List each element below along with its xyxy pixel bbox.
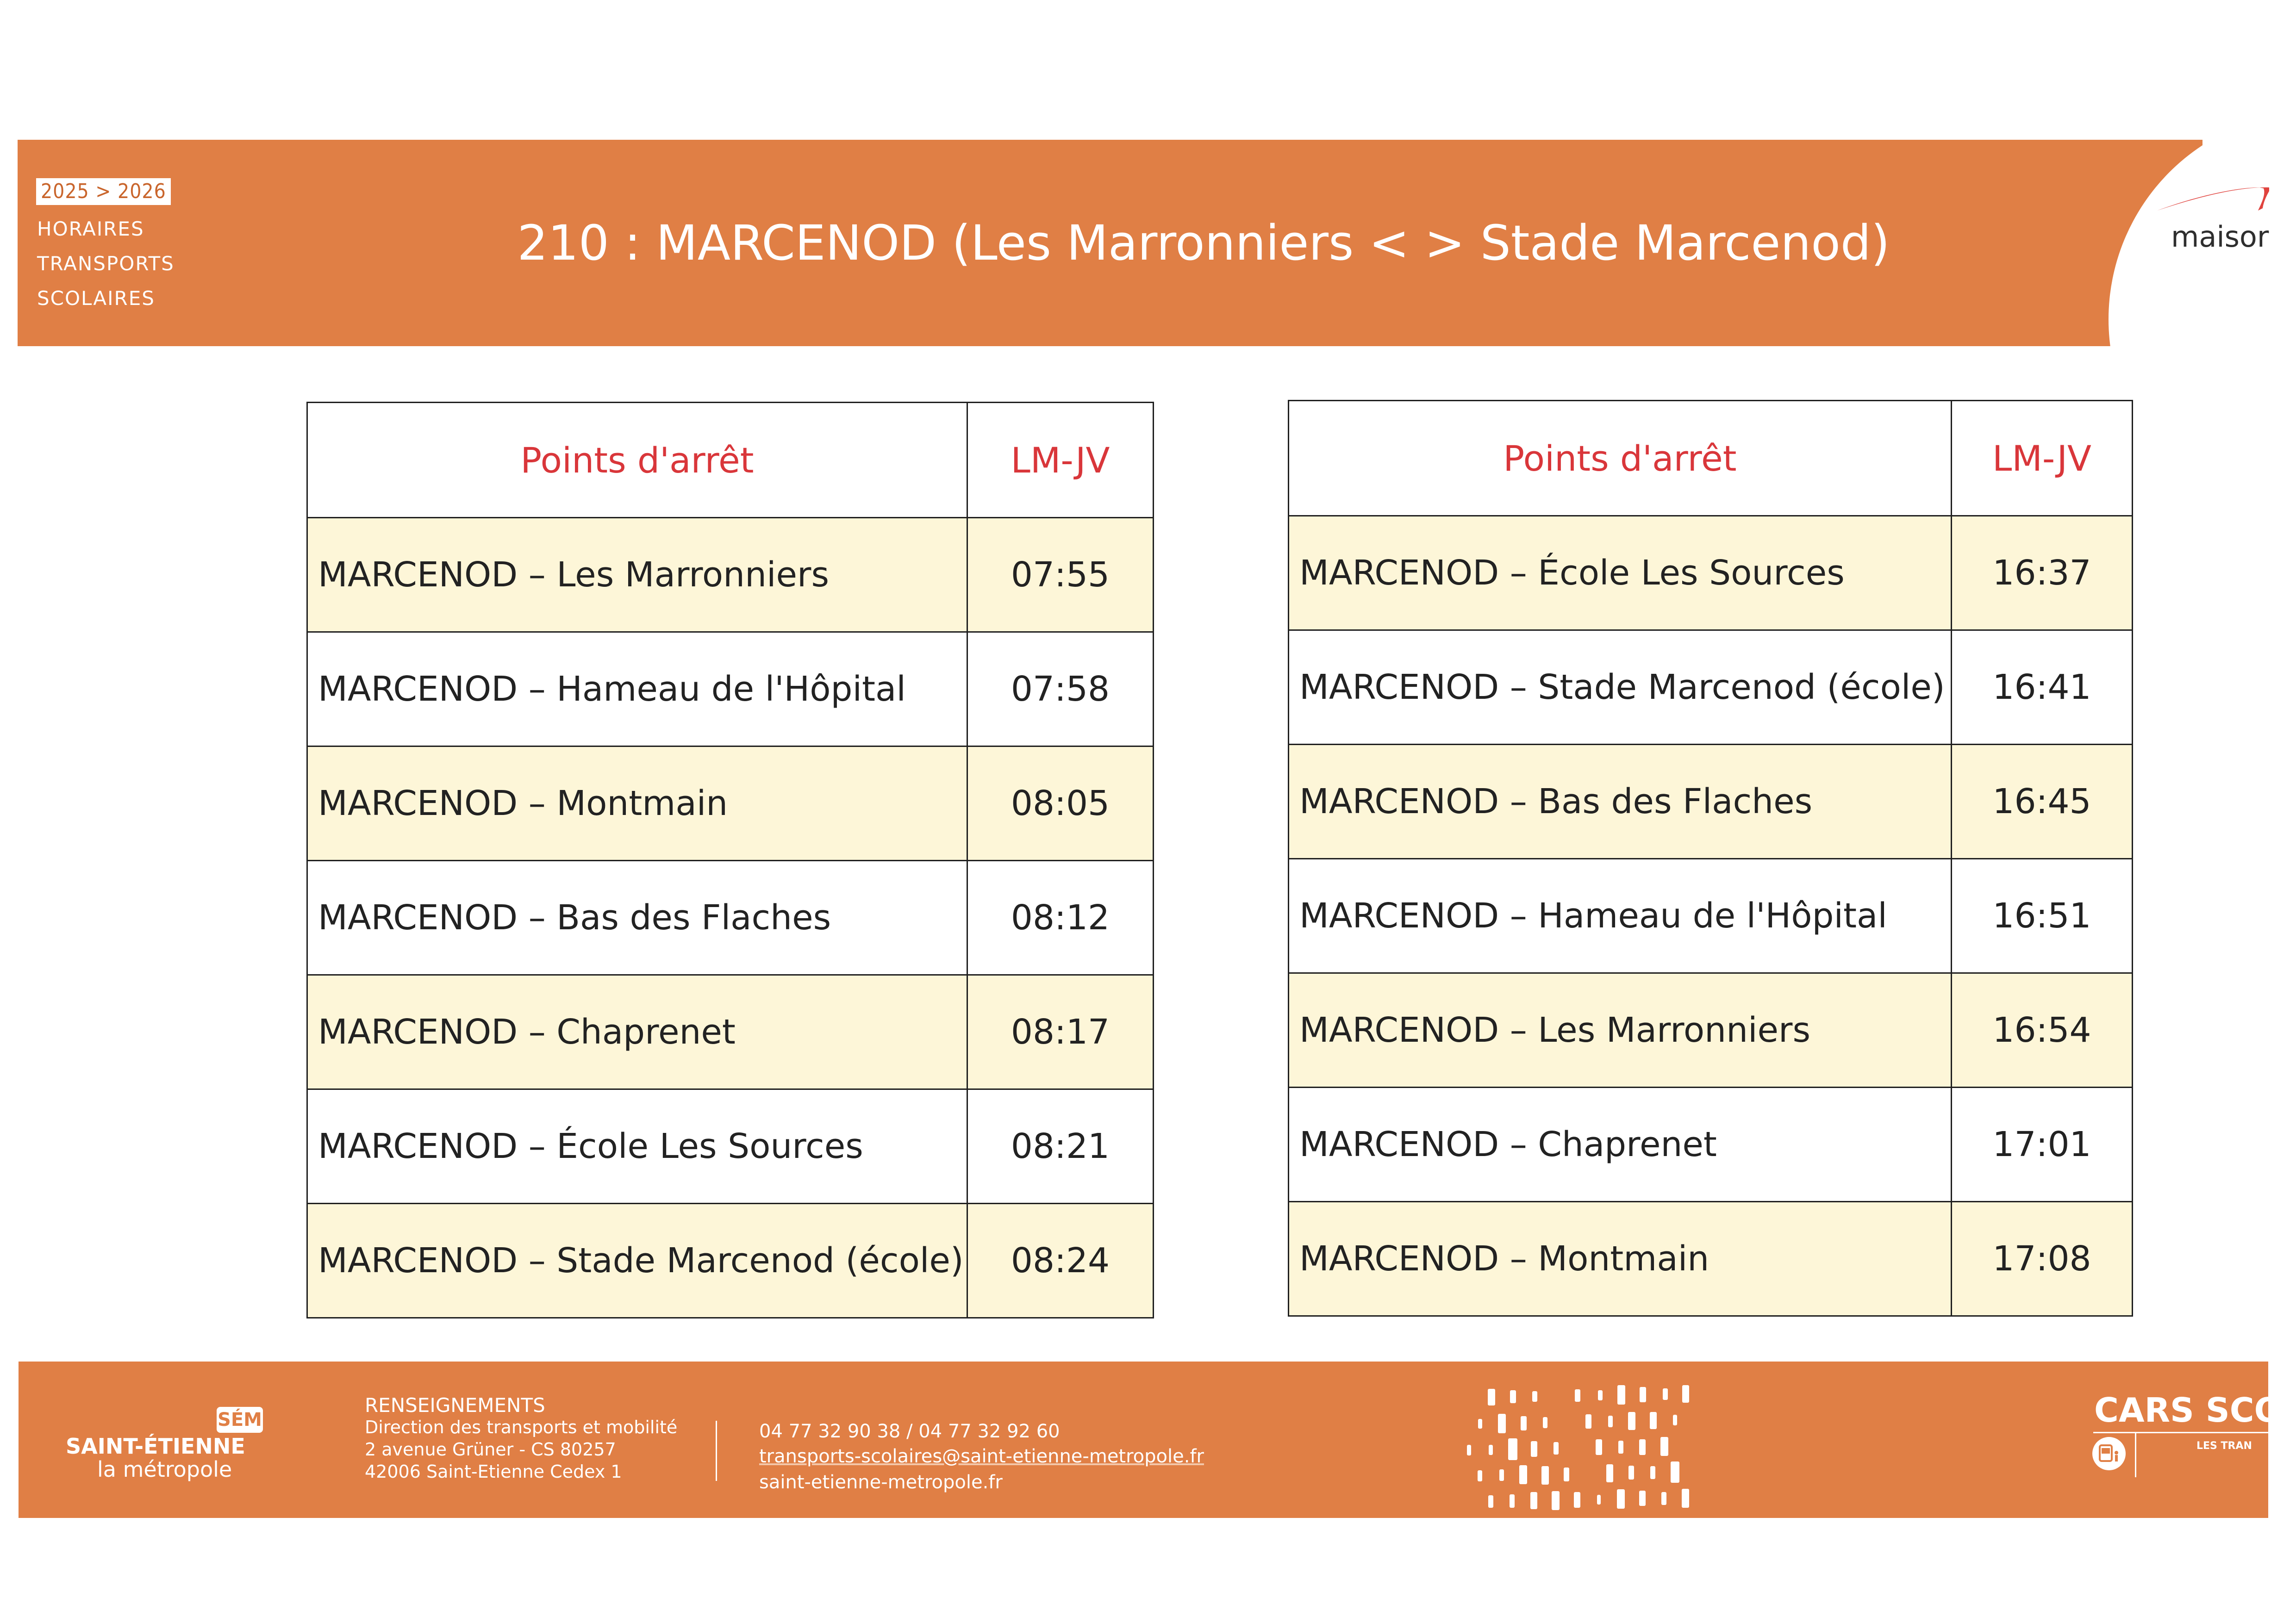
stop-time: 16:54 [1952,973,2133,1088]
stop-time: 16:37 [1952,516,2133,630]
stop-name: MARCENOD – Stade Marcenod (école) [307,1204,967,1318]
info-line-city: 42006 Saint-Etienne Cedex 1 [365,1461,622,1482]
stop-time: 08:05 [967,746,1154,861]
timetable-afternoon [1288,400,2133,1317]
stop-name: MARCENOD – Chaprenet [1289,1088,1952,1202]
header-label-scolaires: SCOLAIRES [37,287,155,310]
table-row [1289,1088,2133,1202]
stop-name: MARCENOD – Bas des Flaches [1289,745,1952,859]
stop-name: MARCENOD – Les Marronniers [1289,973,1952,1088]
table-row [307,1204,1154,1318]
cars-scolaires-logo-subtitle: LES TRAN [2196,1440,2252,1452]
column-header-days: LM-JV [1952,401,2133,516]
stop-name: MARCENOD – École Les Sources [1289,516,1952,630]
swoosh-icon [2148,183,2296,224]
sem-badge: SÉM [217,1407,263,1433]
stop-name: MARCENOD – Les Marronniers [307,518,967,632]
email-link[interactable]: transports-scolaires@saint-etienne-metropole.fr [759,1446,1204,1467]
info-title: RENSEIGNEMENTS [365,1394,545,1417]
cars-logo-divider [2135,1433,2136,1477]
page-title: 210 : MARCENOD (Les Marronniers < > Stade Marcenod) [517,215,1890,271]
footer-divider [716,1421,717,1481]
table-row [307,1089,1154,1204]
stop-name: MARCENOD – Stade Marcenod (école) [1289,630,1952,745]
website-link[interactable]: saint-etienne-metropole.fr [759,1472,1003,1493]
header-label-transports: TRANSPORTS [37,252,175,275]
school-bus-icon [2092,1437,2126,1470]
timetable-morning [306,402,1154,1318]
table-row [1289,973,2133,1088]
info-line-department: Direction des transports et mobilité [365,1417,678,1437]
stop-name: MARCENOD – Montmain [307,746,967,861]
info-line-address: 2 avenue Grüner - CS 80257 [365,1439,616,1460]
year-badge: 2025 > 2026 [36,178,171,205]
column-header-stops: Points d'arrêt [307,403,967,518]
stop-time: 08:24 [967,1204,1154,1318]
metropole-logo-line1: SAINT-ÉTIENNE [66,1434,245,1459]
stop-time: 08:12 [967,861,1154,975]
cars-scolaires-logo-title: CARS SCO [2094,1391,2283,1430]
stop-name: MARCENOD – Hameau de l'Hôpital [307,632,967,746]
table-row [1289,859,2133,973]
phone-numbers: 04 77 32 90 38 / 04 77 32 92 60 [759,1421,1060,1442]
header-label-horaires: HORAIRES [37,218,144,240]
stop-time: 07:58 [967,632,1154,746]
partner-logo-text: maisor [2171,220,2269,254]
table-row [307,518,1154,632]
table-row [307,975,1154,1089]
stop-name: MARCENOD – Bas des Flaches [307,861,967,975]
stop-time: 08:21 [967,1089,1154,1204]
stop-time: 17:08 [1952,1202,2133,1316]
table-row [1289,516,2133,630]
table-row [1289,745,2133,859]
table-row [307,746,1154,861]
partner-logo [2148,183,2296,266]
stop-time: 08:17 [967,975,1154,1089]
table-row [307,632,1154,746]
column-header-days: LM-JV [967,403,1154,518]
cars-logo-rule [2093,1432,2268,1433]
stop-time: 16:45 [1952,745,2133,859]
table-row [1289,1202,2133,1316]
stop-name: MARCENOD – Montmain [1289,1202,1952,1316]
stop-time: 07:55 [967,518,1154,632]
column-header-stops: Points d'arrêt [1289,401,1952,516]
stop-time: 17:01 [1952,1088,2133,1202]
stop-time: 16:51 [1952,859,2133,973]
footer-band [19,1362,2268,1518]
stop-time: 16:41 [1952,630,2133,745]
stop-name: MARCENOD – Chaprenet [307,975,967,1089]
table-row [307,861,1154,975]
table-row [1289,630,2133,745]
stop-name: MARCENOD – École Les Sources [307,1089,967,1204]
metropole-logo-line2: la métropole [97,1457,232,1482]
stop-name: MARCENOD – Hameau de l'Hôpital [1289,859,1952,973]
